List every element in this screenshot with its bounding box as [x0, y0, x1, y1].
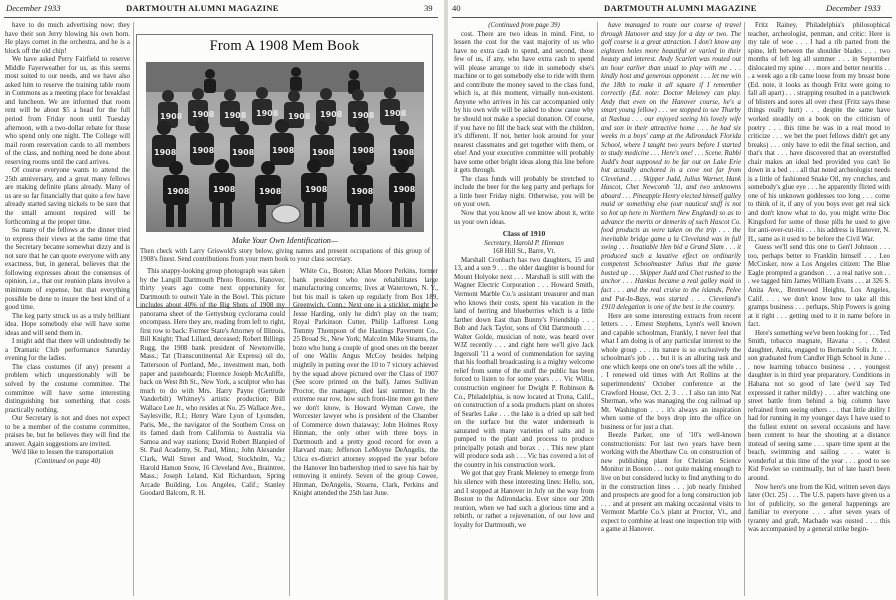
svg-text:1908: 1908 — [192, 110, 215, 119]
svg-text:1908: 1908 — [393, 185, 416, 194]
class-section-title: Class of 1910 — [502, 229, 546, 239]
paragraph: We have asked Perry Fairfield to reserve Middle Fayerweather for us, as this seems most suited to our needs, and we have also asked him to reserve the training table room in Commons as a meeting place for breakfast and luncheon. We are informed that room rent will be about $5 a head for the full period from Friday noon until Tuesday afternoon, with a two-dollar rebate for those who spend only one night. The College will mail room reservation cards to all members of the class, and nothing need be done about reserving rooms until the card arrives. — [5, 56, 130, 166]
svg-text:1908: 1908 — [272, 146, 295, 155]
paragraph: Now that you know all we know about it, write us your own ideas. — [454, 210, 594, 226]
team-photo-illustration — [146, 62, 424, 232]
class-secretary: Secretary, Harold P. Hinman — [484, 239, 564, 247]
paragraph: The keg party struck us as a truly brilliant idea. Hope somebody else will have some ideas and will send them in. — [5, 312, 130, 337]
continued-note: (Continued from page 39) — [488, 22, 560, 29]
svg-text:1908: 1908 — [256, 109, 279, 118]
svg-text:1908: 1908 — [259, 187, 282, 196]
paragraph: Marshall Cronbach has two daughters, 15 and 13, and a son 9 . . . the older daughter is bound for Mount Holyoke next . . . Marshall is still with the Wagner Electric Corporation . . . Howard Smith, Vermont Marble Co.'s assistant treasurer and man who knows their costs, spent his vacation in the land of herring and blueberries which is a little farther down East than Bunny's Friendship . . . Bob and Jack Taylor, sons of Old Dartmouth . . . Walter Golde, musician of note, was heard over WJZ recently . . . and right here we'll give Jack Ingersoll '11 a word of commendation for saying that his football broadcasting is a mighty welcome relief from some of the stuff the public has been forced to listen to for some years . . . Vic Willis, construction engineer for Dwight P. Robinson & Co., Philadelphia, is now located at Trona, Calif., on construction of a soda products plant on shores of Searles Lake . . . the lake is a dried up salt bed on the surface but the water underneath is saturated with many varieties of salts and is pumped to the plant and process to produce principally potash and borax . . . This new plant will produce soda ash . . . Vic has covered a lot of the country in his construction work. — [454, 256, 594, 469]
svg-text:1908: 1908 — [192, 146, 215, 155]
svg-text:1908: 1908 — [288, 112, 311, 121]
header-page-number: 39 — [424, 3, 433, 13]
left-page-header — [0, 3, 444, 17]
paragraph: Now here's one from the Kid, written seven days later (Oct. 25) . . . The U.S. papers have given us a lot of publicity, so the general happenings are familiar to everyone . . . after seven years of tyranny and graft, Machado was ousted . . . this was accompanied by a general strike begin- — [748, 483, 890, 534]
svg-text:1908: 1908 — [232, 148, 255, 157]
svg-text:1908: 1908 — [352, 111, 375, 120]
paragraph: Fritz Rainey, Philadelphia's philosophical teacher, archeologist, penman, and critic: Here is my tale of woe . . . I had a rib parted from the spine, left between the shoulder blades . . . two months of left leg all summer . . . in September dislocated my spine . . . more and better neuritis . . . a week ago a rib came loose from my breast bone (Ed. note, it looks as though Fritz were going to fall all apart) . . . strapping resulted in a patchwork of blisters and sores all over chest (Fritz says these things really hurt) . . . despite the same have worked steadily on a book on the criticism of poetry . . . this time he was in a real mood to criticize . . . we bet the poet fellows didn't get any breaks) . . . only have to edit the final section, and that's that . . . have discovered that an overstuffed chair makes an ideal bed provided you can't lie down in a bed . . . all that noted archeologist needs is a little of fashioned Snake Oil, my crutches, and somebody's glue eye . . . he apparently flirted with one of his unknown goddesses too long . . . come to think of it, if any of you boys ever get real sick and don't know what to do, you might write Doc Kingsford for some of those pills he used to give for anti-over-cut-itis . . . his address is Hanover, N. H., same as it used to be before the Civil War. — [748, 22, 890, 243]
continuation-note: (Continued on page 40) — [34, 457, 101, 465]
svg-text:1908: 1908 — [392, 148, 415, 157]
svg-text:1908: 1908 — [320, 110, 343, 119]
paragraph: This snappy-looking group photograph was taken by the Langill Dartmouth Photo Rooms, Hanover, thirty years ago come next opportunity for Dartmouth to outwit Yale in the Bowl. This picture includes about 40% of the Big Shots of 1908 my panorama sheet of the Gettysburg cyclorama could encompass. Here they are, reading from left to right, first row to back: Former State's Attorney of Illinois, Bill Knight; Thad Lillard, deceased; Robert Billings Rugg, the 1908 bank president of Newtonville, Mass.; Tat (Transcontinental Air Express) oil do, Tattersoon of Portland, Me., investment man, both paper and pasteboards; Florence Joseph McAuliffe, back on West 8th St., New York, a sculptor who has much to do with Mrs. Harry Payne (Gertrude Vanderbilt) Whitney's artistic production; Bill Wallace Lee Jr., who resides at No. 25 Wallace Ave., Saylesville, R.I.; Henry Ware Lyon of Lyonsden, Paris, Me., the navigator of the Southern Cross on its famed dash from California to Australia via Samoa and way stations; David Robert Blanpied of St. Paul Academy, St. Paul, Minn.; John Alexander Clark, Wall Street and Wood, Stockholm, Va.; Harold Hamon Snow, 16 Cleveland Ave., Braintree, Mass.; Joseph Leland, Kid Richardson, Spring Arcade Building, Los Angeles, Calif.; Stanley Goodard Balcom, R. H. — [140, 268, 285, 498]
paragraph: The class costumes (if any) present a problem which unquestionably will be solved by the costume committee. The committee will have some interesting distinguishing but something that costs practically nothing. — [5, 363, 130, 414]
paragraph: have managed to route our course of travel through Hanover and stay for a day or two. The golf course is a great attraction. I don't know any eighteen holes more beautiful or varied in their beauty and interest. Andy Scarlett was routed out an hour earlier than usual to play with me . . . kindly host and generous opponent . . . let me win the 18th to make it all square if I remember correctly (Ed. note: Doctor Meleney can play. Andy that even on the Hanover course, he's a smart young fellow) . . . we stopped to see Thurby at Nashua . . . our enjoyed seeing his lovely wife and son in their attractive home . . . he had six weeks in a boys' camp at the Adirondack Florida School, where I taught two years before I started to study medicine . . . Here's one! . . . Scene. Rabbi Judd's boat supposed to be far out on Lake Erie but actually anchored in a cove not far from Cleveland . . . Skipper Judd, Julius Warner, Hank Hascot, Chet Newcomb '11, and two unknowns aboard . . . Pineapple Henry elected himself galley maid or something else (our nautical stuff is not so hot up here in Northern New England) so as to advance the merits or demerits of such Hascot Co. food products as were taken on the trip . . . the inevitable bridge game a la Cleveland was in full swing . . . Insatiable Hen bid a Grand Slam . . . it produced such a laxative effect on ordinarily competent Schoolmaster Julius that the game busted up . . . Skipper Judd and Chet rushed to the anchor . . . Hankus became a real galley maid in fact . . . and the real cruise to the islands, Pelee and Put-In-Bays, was started . . . Cleveland's 1910 delegation is one of the best in the country. — [601, 22, 741, 312]
paragraph: We'd like to lessen the transportation — [12, 449, 114, 457]
paragraph: Guess we'll send this one to Gen'l Johnson . . . too, perhaps better to Franklin himself . . . Leo McCusker, now a Los Angeles citizen: The Blue Eagle prompted a grandson . . . a real native son . . . we tagged him James William Evans . . . at 326 S. Anita Ave., Brentwood Heights, Los Angeles, Calif. . . . we don't know how to take all this gramps business . . . perhaps, Ship Powers is going at it right . . . getting used to it in name before in fact. — [748, 244, 890, 329]
left-column-1 — [5, 22, 130, 598]
right-column-1 — [454, 22, 594, 598]
left-column-3 — [293, 268, 438, 598]
paragraph: Here's something we've been looking for . . . Ted Smith, tobacco magnate, Havana . . . Oldest daughter, Anita, engaged to Bernardo Solis Jr. . . . son graduated from Candler High School in June . . . now learning tobacco business . . . youngest daughter is in third year preparatory. Conditions in Habana not so good of late (we'd say Ted expressed it rather mildly) . . . after watching one street battle from behind a big column have refrained from seeing others . . . that little ability I had for running in my younger days I have used to the fullest extent on several occasions and have been content to hear the shooting at a distance instead of seeing same . . . spare time spent at the beach, swimming and sailing . . . water is wonderful at this time of the year . . . good to see Kid Fowler so continually, but of late hasn't been around. — [748, 329, 890, 482]
header-date: December 1933 — [826, 3, 881, 13]
paragraph: Beezle Parker, one of '10's well-known constructionists: For last two years have been working with the Aberthaw Co. on construction of new publishing plant for Christian Science Monitor in Boston . . . not quite making enough to live on but considered lucky to find anything to do in the construction lines . . . job nearly finished and prospects are good for a long construction job . . . and at present am making occasional visits to Vermont Marble Co.'s plant at Proctor, Vt., and expect to combine at least one inspection trip with a game at Hanover. — [601, 432, 741, 534]
svg-text:1908: 1908 — [351, 187, 374, 196]
header-rule — [4, 17, 438, 18]
header-magazine-title: DARTMOUTH ALUMNI MAGAZINE — [126, 3, 279, 13]
secretary-address: 168 Hill St., Barre, Vt. — [492, 248, 556, 256]
photo-caption: Then check with Larry Griswold's story below, giving names and present occupations of this group of 1908's finest. Send contributions from your mem book to your class secretary. — [140, 248, 430, 264]
header-date: December 1933 — [6, 3, 61, 13]
right-column-3 — [748, 22, 890, 598]
svg-text:1908: 1908 — [167, 187, 190, 196]
paragraph: I might add that there will undoubtedly be a Dramatic Club performance Saturday evening for the ladies. — [5, 338, 130, 363]
column-rule — [744, 22, 745, 596]
header-magazine-title: DARTMOUTH ALUMNI MAGAZINE — [604, 3, 757, 13]
paragraph: Here are some interesting extracts from recent letters . . . Ernest Stephens, Lynn's well known and capable schoolman, Frankly, I never feel that what I am doing is of any particular interest to the whole group . . . its nature is so exclusively the schoolman's job . . . but it is an alluring task and one which keeps one on one's toes all the while . . . I renewed old times with Art Rollins at the superintendents' October conference at the Crawford House, Oct. 2, 3 . . . I also ran into Nat Sherman, who was managing the cog railroad up Mt. Washington . . . it's always an inspiration when some of the boys drop into the office on business or for just a chat. — [601, 312, 741, 431]
paragraph: So many of the fellows at the dinner tried to express their views at the same time that the Secretary became somewhat dizzy and is not sure that he can quote everyone with any exactness, but, in general, believes that the following expresses about the consensus of opinion, i.e., that our reunion plans involve a minimum of expense, but that everything possible be done to insure the best kind of a good time. — [5, 227, 130, 312]
svg-text:1908: 1908 — [213, 185, 236, 194]
svg-text:1908: 1908 — [160, 112, 183, 121]
column-rule — [289, 268, 290, 596]
left-page — [0, 0, 444, 600]
right-column-2 — [601, 22, 741, 598]
feature-title: From A 1908 Mem Book — [209, 38, 360, 54]
left-column-2 — [140, 268, 285, 598]
svg-text:1908: 1908 — [305, 185, 328, 194]
header-rule — [452, 17, 892, 18]
svg-text:1908: 1908 — [352, 146, 375, 155]
svg-text:1908: 1908 — [154, 148, 177, 157]
paragraph: Our Secretary is not and does not expect to be a member of the costume committee, praises be, but he believes they will find the answer. Again suggestions are invited. — [5, 415, 130, 448]
column-rule — [133, 22, 134, 596]
paragraph: have to do much advertising now; they have their son Jerry blowing his own horn. He plays cornet in the orchestra, and he is a block off the old chip! — [5, 22, 130, 55]
svg-text:1908: 1908 — [224, 111, 247, 120]
right-page-header — [448, 3, 896, 17]
svg-text:1908: 1908 — [384, 109, 407, 118]
svg-text:1908: 1908 — [312, 148, 335, 157]
paragraph: cost. There are two ideas in mind. First, to lessen the cost for the vast majority of us who have no extra cash to spend, and second, those few of us, if any, who have extra cash to spend will please arrange to ride in somebody else's machine or to get somebody else to ride with them and contribute the money saved to the class fund, which is, at this moment, virtually non-existent. Anyone who arrives in his car accompanied only by his own wife will be asked to show cause why he should not make a special donation. Of course, if you have no fill the back seat with the children, it's different. If not, better look around for your nearest classmates and get together with them, or else! And your executive committee will probably have some other bright ideas along this line before it gets through. — [454, 30, 594, 175]
paragraph: We got that guy Frank Meleney to emerge from his silence with these interesting lines: Hello, son, and I stopped at Hanover in July on the way from Boston to the Adirondacks. Ever since our 20th reunion, when we had such a glorious time and a rebirth, or rather a rejuvenation, of our love and loyalty for Dartmouth, we — [454, 470, 594, 529]
paragraph: The class funds will probably be stretched to include the beer for the keg party and perhaps for a little beer Friday night. Otherwise, you will be on your own. — [454, 175, 594, 209]
header-page-number: 40 — [452, 3, 461, 13]
paragraph: White Co., Boston; Allan Moore Perkins, former bank president who now rehabilitates large manufacturing concerns; lives at Watertown, N. Y., but his mail is taken up regularly from Box 189, Greenwich, Conn.; Next one is a stickler, might be Jesse Harding, only he didn't play on the team; Royal Parkinson Cutter, Philip Lafforest Long Tommy Thompson of the Hastings Pavement Co., 25 Broad St., New York; Malcolm Mike Stearns, the bozo who hung a couple of good ones on the beezer of one Wallis Angus McCoy besides helping mightily in putting over the 10 to 7 victory achieved by the squad above pictured over the Class of 1907 (See score printed on the ball). James Sullivan Proctor, the manager, died last summer. In the extreme rear row, how such front-line men got there we don't know, is Howard Wyman Cowe, the Worcester lawyer who is president of the Chamber of Commerce down thataway; John Holmes Roxy Hinman, the only other with three boys in Dartmouth and a pretty good record for even a Harvard man; Jefferson LeMoyne DeAngelis, the Utica ex-district attorney stopped the year before the Hanover Inn barbershop tried to save his hair by removing it entirely. Seven of the group Cowee, Hinman, DeAngelis, Stearns, Clark, Perkins and Knight attended the 25th last June. — [293, 268, 438, 498]
column-rule — [597, 22, 598, 596]
paragraph: Of course everyone wants to attend the 25th anniversary, and a great many fellows are making definite plans already. Many of us are so far financially that quite a few have already started saving nickels to be sure that the small amount required will be forthcoming at the proper time. — [5, 167, 130, 226]
team-photograph — [146, 62, 424, 232]
right-page — [448, 0, 896, 600]
caption-heading: Make Your Own Identification— — [231, 236, 339, 245]
